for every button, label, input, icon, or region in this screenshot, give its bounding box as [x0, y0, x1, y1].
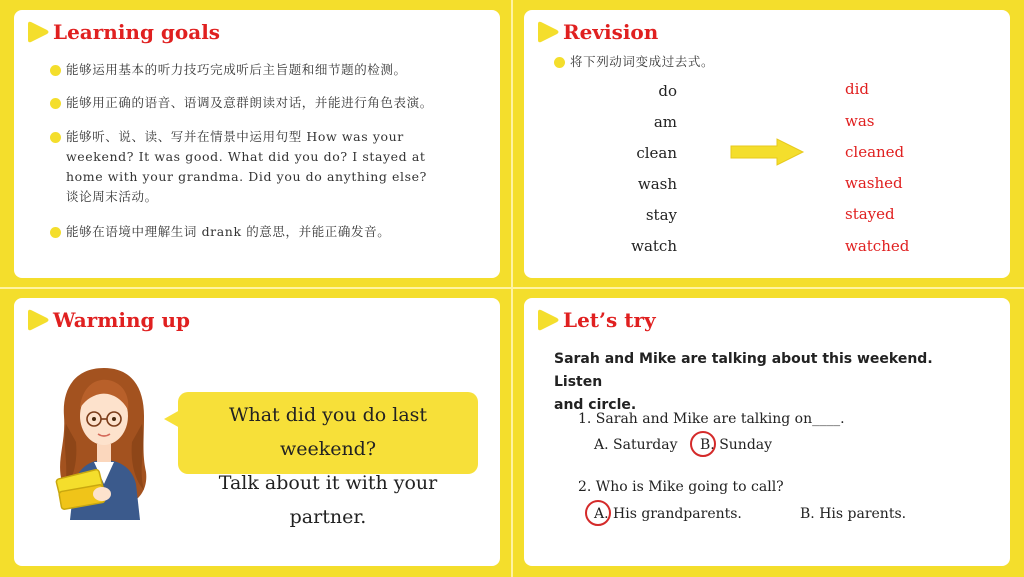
- play-marker-icon: [28, 308, 50, 332]
- panel-revision: [524, 10, 1010, 278]
- section-title: Warming up: [53, 308, 190, 332]
- option-2a[interactable]: A. His grandparents.: [594, 506, 742, 522]
- verb-present: watch: [631, 237, 677, 255]
- verb-past: cleaned: [845, 143, 905, 161]
- section-heading: [28, 306, 190, 334]
- bullet-icon: [50, 227, 61, 238]
- bubble-line: Talk about it with your partner.: [218, 472, 438, 528]
- horizontal-divider: [0, 287, 1024, 289]
- verb-past: was: [845, 112, 875, 130]
- play-marker-icon: [538, 308, 560, 332]
- section-title: Let’s try: [563, 308, 656, 332]
- bullet-icon: [50, 132, 61, 143]
- verb-past: did: [845, 80, 870, 98]
- question-2: 2. Who is Mike going to call?: [578, 479, 784, 495]
- speech-bubble: [178, 392, 478, 528]
- answer-circle: [585, 500, 611, 526]
- verb-past: watched: [845, 237, 910, 255]
- question-1: 1. Sarah and Mike are talking on____.: [578, 411, 845, 427]
- option-2b[interactable]: B. His parents.: [800, 506, 907, 522]
- goal-item: 能够听、说、读、写并在情景中运用句型 How was your weekend? It was good. What did you do? I stayed at home with your grandma. Did you do anything else? 谈论周末活动。: [66, 129, 427, 204]
- bubble-line: What did you do last weekend?: [228, 404, 428, 460]
- verb-present: wash: [637, 175, 677, 193]
- instruction-text: 将下列动词变成过去式。: [570, 54, 715, 69]
- section-heading: [28, 18, 220, 46]
- girl-with-books-illustration: [44, 364, 164, 520]
- verb-present: am: [653, 113, 677, 131]
- section-title: Learning goals: [53, 20, 221, 44]
- answer-circle: [690, 431, 716, 457]
- bullet-icon: [50, 65, 61, 76]
- play-marker-icon: [538, 20, 560, 44]
- verb-present: do: [658, 82, 677, 100]
- right-arrow-icon: [729, 138, 805, 166]
- goal-item: 能够在语境中理解生词 drank 的意思，并能正确发音。: [66, 224, 391, 239]
- bullet-icon: [50, 98, 61, 109]
- goal-item: 能够用正确的语音、语调及意群朗读对话，并能进行角色表演。: [66, 95, 433, 110]
- verb-past: washed: [845, 174, 903, 192]
- panel-warming-up: [14, 298, 500, 566]
- option-1a[interactable]: A. Saturday: [594, 437, 678, 453]
- bullet-icon: [554, 57, 565, 68]
- section-heading: [538, 18, 658, 46]
- panel-learning-goals: [14, 10, 500, 278]
- play-marker-icon: [28, 20, 50, 44]
- verb-present: stay: [645, 206, 677, 224]
- panel-lets-try: [524, 298, 1010, 566]
- goal-item: 能够运用基本的听力技巧完成听后主旨题和细节题的检测。: [66, 62, 407, 77]
- section-heading: [538, 306, 656, 334]
- option-1b[interactable]: B. Sunday: [700, 437, 773, 453]
- verb-present: clean: [636, 144, 677, 162]
- section-title: Revision: [563, 20, 659, 44]
- verb-past: stayed: [845, 205, 895, 223]
- listening-instruction: Sarah and Mike are talking about this weekend. Listen and circle.: [554, 351, 933, 413]
